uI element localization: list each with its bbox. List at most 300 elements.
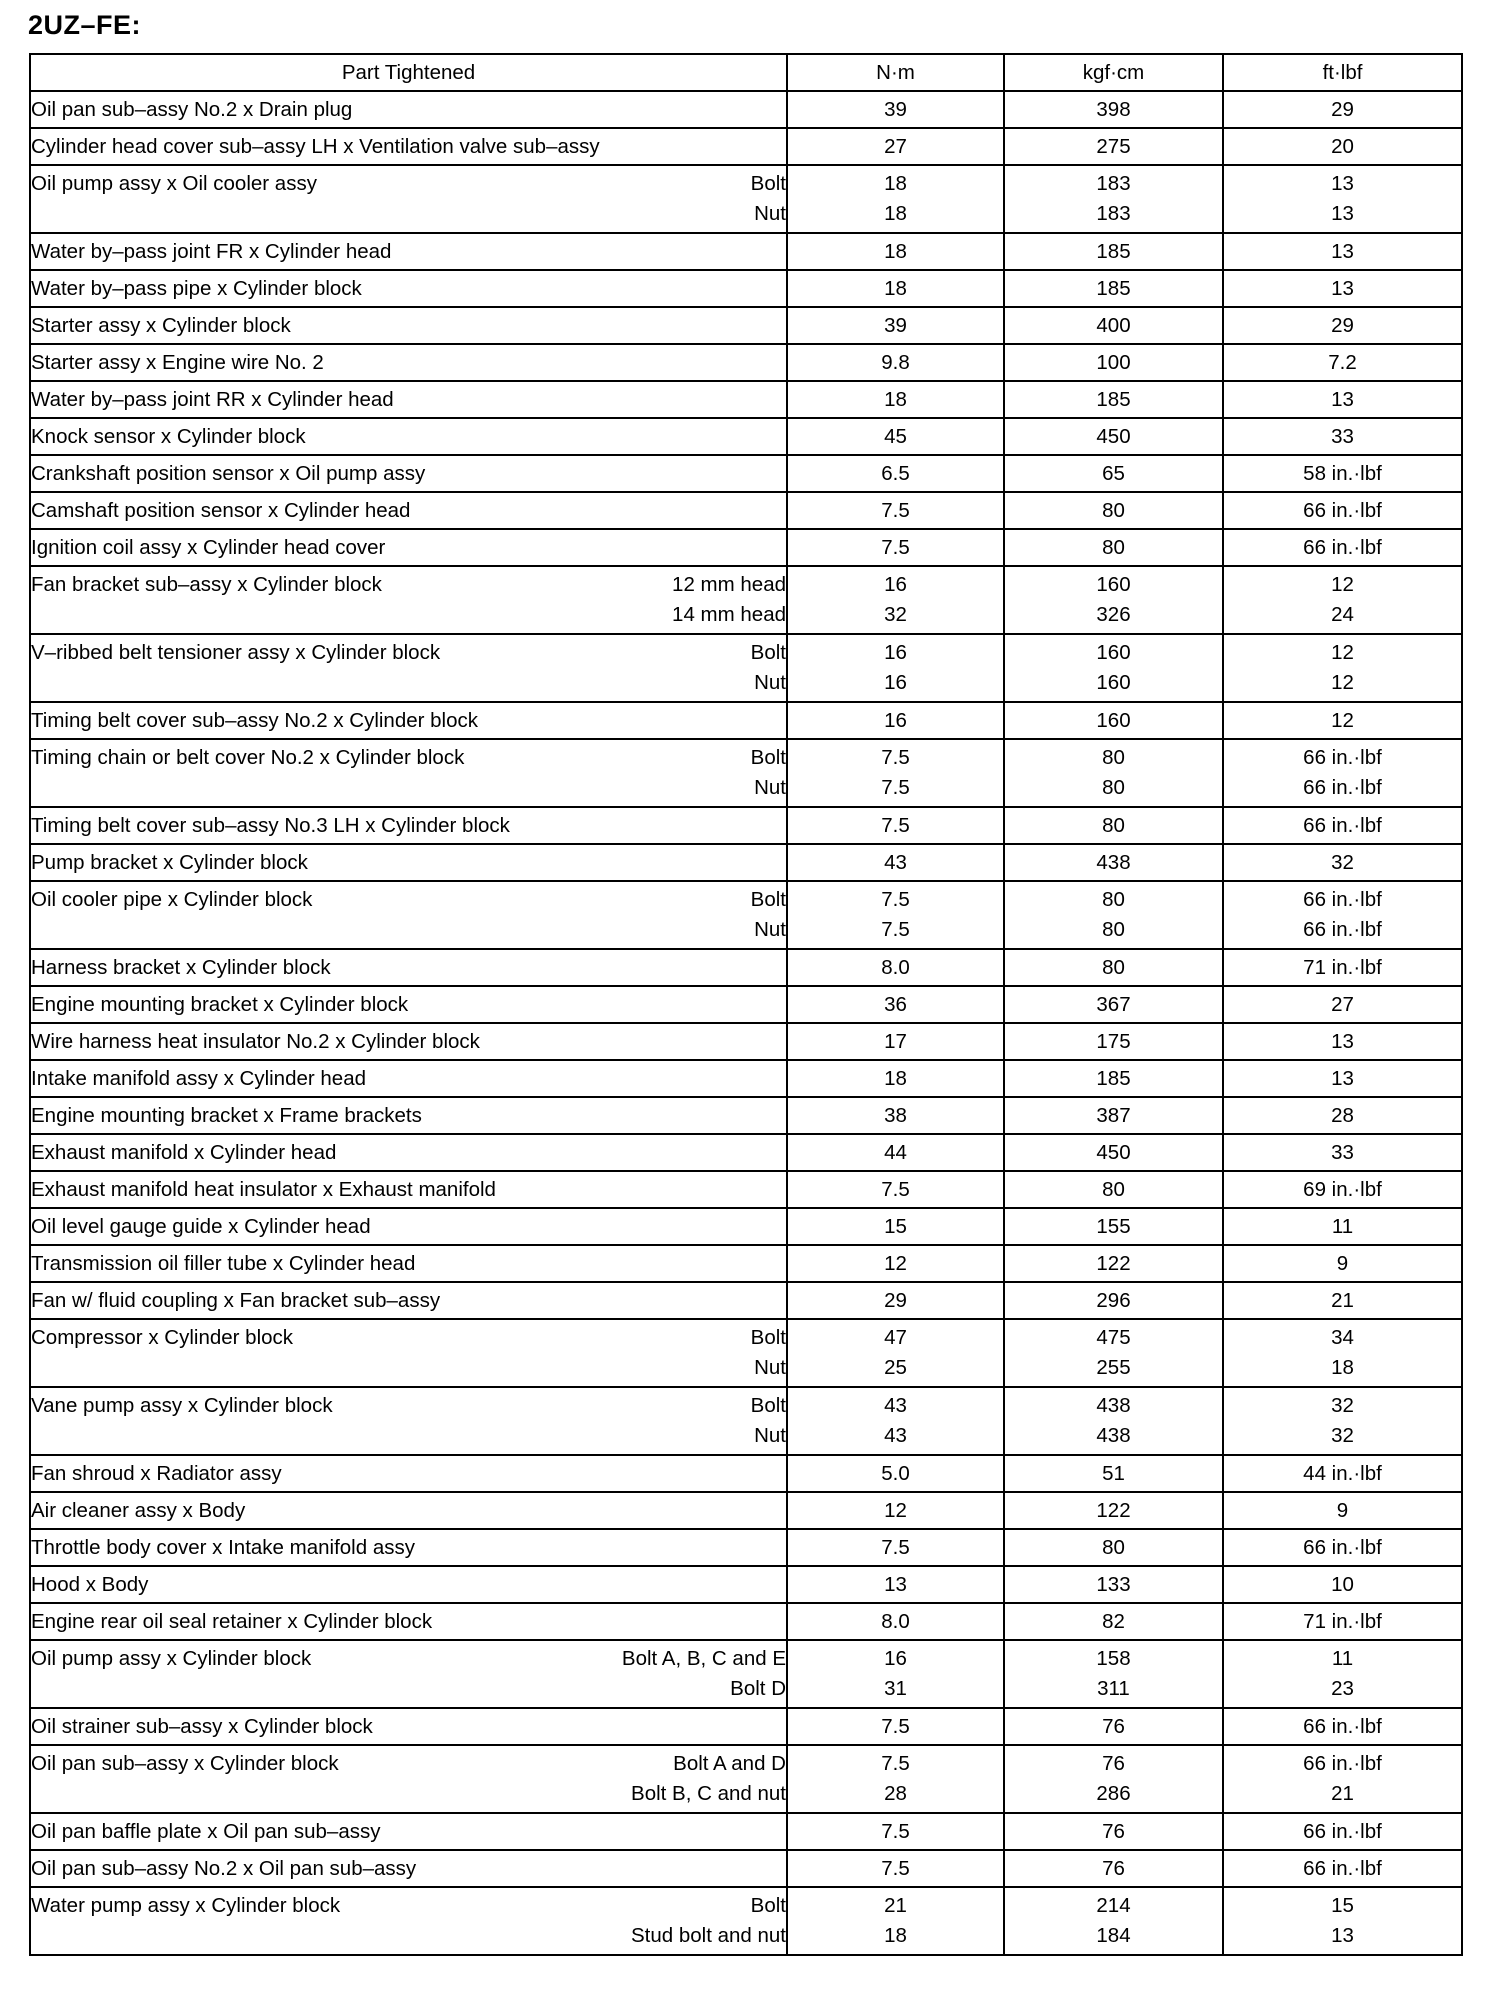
part-name: Oil pump assy x Oil cooler assy	[31, 172, 317, 195]
part-name: Engine rear oil seal retainer x Cylinder block	[31, 1609, 433, 1633]
kgfcm-cell	[1004, 1387, 1223, 1455]
part-name: Vane pump assy x Cylinder block	[31, 1394, 333, 1417]
fastener-label: 14 mm head	[672, 603, 786, 626]
part-name: Transmission oil filler tube x Cylinder head	[31, 1251, 416, 1275]
ftlbf-cell: 44 in.·lbf	[1223, 1455, 1462, 1492]
ftlbf-cell	[1223, 1640, 1462, 1708]
table-row	[30, 807, 1462, 844]
ftlbf-cell	[1223, 881, 1462, 949]
nm-cell	[787, 881, 1004, 949]
fastener-label: Bolt	[750, 1394, 786, 1417]
nm-cell: 39	[787, 307, 1004, 344]
kgfcm-value: 326	[1096, 603, 1131, 626]
part-cell	[30, 418, 787, 455]
kgfcm-cell: 82	[1004, 1603, 1223, 1640]
part-cell	[30, 634, 787, 702]
kgfcm-value: 255	[1096, 1356, 1131, 1379]
nm-value: 43	[884, 1394, 907, 1417]
kgfcm-value: 80	[1102, 746, 1125, 769]
kgfcm-cell: 80	[1004, 1529, 1223, 1566]
table-row	[30, 634, 1462, 702]
part-name: Pump bracket x Cylinder block	[31, 850, 308, 874]
part-cell	[30, 702, 787, 739]
fastener-label: Nut	[754, 776, 786, 799]
part-cell	[30, 986, 787, 1023]
part-name: Water pump assy x Cylinder block	[31, 1894, 341, 1917]
table-row	[30, 702, 1462, 739]
kgfcm-cell	[1004, 881, 1223, 949]
part-name: Intake manifold assy x Cylinder head	[31, 1066, 367, 1090]
ftlbf-cell: 21	[1223, 1282, 1462, 1319]
ftlbf-cell: 58 in.·lbf	[1223, 455, 1462, 492]
nm-value: 7.5	[881, 888, 910, 911]
ftlbf-cell	[1223, 739, 1462, 807]
nm-value: 16	[884, 641, 907, 664]
part-name: Water by–pass joint FR x Cylinder head	[31, 239, 392, 263]
fastener-label: 12 mm head	[672, 573, 786, 596]
kgfcm-cell: 438	[1004, 844, 1223, 881]
ftlbf-cell: 10	[1223, 1566, 1462, 1603]
kgfcm-cell: 367	[1004, 986, 1223, 1023]
nm-cell: 5.0	[787, 1455, 1004, 1492]
part-name: Compressor x Cylinder block	[31, 1326, 294, 1349]
nm-cell: 29	[787, 1282, 1004, 1319]
nm-value: 32	[884, 603, 907, 626]
fastener-label: Bolt	[750, 1894, 786, 1917]
kgfcm-value: 160	[1096, 573, 1131, 596]
fastener-label: Bolt A, B, C and E	[621, 1647, 786, 1670]
ftlbf-cell: 29	[1223, 307, 1462, 344]
ftlbf-cell	[1223, 165, 1462, 233]
part-name: Oil pan sub–assy No.2 x Oil pan sub–assy	[31, 1856, 417, 1880]
ftlbf-cell	[1223, 566, 1462, 634]
table-row	[30, 566, 1462, 634]
part-cell	[30, 1745, 787, 1813]
kgfcm-cell	[1004, 1640, 1223, 1708]
part-cell	[30, 1603, 787, 1640]
part-cell	[30, 807, 787, 844]
nm-cell: 38	[787, 1097, 1004, 1134]
part-name: V–ribbed belt tensioner assy x Cylinder block	[31, 641, 441, 664]
ftlbf-cell: 66 in.·lbf	[1223, 1850, 1462, 1887]
part-name: Oil pan sub–assy x Cylinder block	[31, 1752, 339, 1775]
ftlbf-cell: 66 in.·lbf	[1223, 1529, 1462, 1566]
fastener-labels	[751, 169, 786, 229]
ftlbf-cell: 11	[1223, 1208, 1462, 1245]
part-name: Oil level gauge guide x Cylinder head	[31, 1214, 371, 1238]
part-cell	[30, 529, 787, 566]
kgfcm-value: 286	[1096, 1782, 1131, 1805]
part-cell	[30, 1319, 787, 1387]
part-name: Oil strainer sub–assy x Cylinder block	[31, 1714, 373, 1738]
fastener-label: Stud bolt and nut	[630, 1924, 786, 1947]
part-cell	[30, 270, 787, 307]
part-cell	[30, 1529, 787, 1566]
nm-cell: 7.5	[787, 807, 1004, 844]
part-cell	[30, 1282, 787, 1319]
nm-value: 7.5	[881, 776, 910, 799]
ftlbf-value: 24	[1331, 603, 1354, 626]
part-cell	[30, 1640, 787, 1708]
fastener-labels	[622, 1644, 786, 1704]
table-row	[30, 1387, 1462, 1455]
part-cell	[30, 1566, 787, 1603]
ftlbf-cell: 66 in.·lbf	[1223, 807, 1462, 844]
fastener-labels	[751, 1323, 786, 1383]
part-name: Fan w/ fluid coupling x Fan bracket sub–assy	[31, 1288, 441, 1312]
part-name: Oil pan baffle plate x Oil pan sub–assy	[31, 1819, 381, 1843]
kgfcm-cell: 185	[1004, 233, 1223, 270]
part-cell	[30, 1708, 787, 1745]
part-name: Exhaust manifold x Cylinder head	[31, 1140, 337, 1164]
part-name: Water by–pass pipe x Cylinder block	[31, 276, 362, 300]
ftlbf-cell: 66 in.·lbf	[1223, 492, 1462, 529]
kgfcm-cell	[1004, 1887, 1223, 1955]
ftlbf-cell: 71 in.·lbf	[1223, 949, 1462, 986]
nm-cell	[787, 1319, 1004, 1387]
table-row	[30, 270, 1462, 307]
kgfcm-cell: 100	[1004, 344, 1223, 381]
part-name: Camshaft position sensor x Cylinder head	[31, 498, 411, 522]
ftlbf-cell: 12	[1223, 702, 1462, 739]
ftlbf-cell: 9	[1223, 1492, 1462, 1529]
part-name: Timing chain or belt cover No.2 x Cylinder block	[31, 746, 465, 769]
kgfcm-cell	[1004, 566, 1223, 634]
ftlbf-value: 32	[1331, 1424, 1354, 1447]
ftlbf-cell: 13	[1223, 1023, 1462, 1060]
nm-cell: 6.5	[787, 455, 1004, 492]
nm-cell: 7.5	[787, 1171, 1004, 1208]
table-row	[30, 881, 1462, 949]
kgfcm-cell: 133	[1004, 1566, 1223, 1603]
header-row	[30, 54, 1462, 91]
part-name: Cylinder head cover sub–assy LH x Ventilation valve sub–assy	[31, 134, 600, 158]
fastener-labels	[751, 1391, 786, 1451]
nm-value: 7.5	[881, 918, 910, 941]
kgfcm-cell: 398	[1004, 91, 1223, 128]
header-kgfcm: kgf·cm	[1004, 54, 1223, 91]
nm-cell	[787, 634, 1004, 702]
ftlbf-value: 13	[1331, 1924, 1354, 1947]
part-name: Throttle body cover x Intake manifold assy	[31, 1535, 415, 1559]
fastener-label: Bolt B, C and nut	[631, 1782, 786, 1805]
kgfcm-cell: 185	[1004, 270, 1223, 307]
nm-cell: 7.5	[787, 529, 1004, 566]
part-cell	[30, 1023, 787, 1060]
kgfcm-cell: 122	[1004, 1245, 1223, 1282]
part-name: Hood x Body	[31, 1572, 149, 1596]
part-name: Exhaust manifold heat insulator x Exhaust manifold	[31, 1177, 496, 1201]
header-ftlbf: ft·lbf	[1223, 54, 1462, 91]
nm-cell: 44	[787, 1134, 1004, 1171]
part-cell	[30, 881, 787, 949]
fastener-labels	[672, 570, 786, 630]
table-row	[30, 1745, 1462, 1813]
ftlbf-value: 66 in.·lbf	[1303, 776, 1382, 799]
header-nm: N·m	[787, 54, 1004, 91]
ftlbf-value: 15	[1331, 1894, 1354, 1917]
part-name: Fan bracket sub–assy x Cylinder block	[31, 573, 382, 596]
part-name: Oil cooler pipe x Cylinder block	[31, 888, 313, 911]
kgfcm-cell	[1004, 165, 1223, 233]
nm-cell: 12	[787, 1492, 1004, 1529]
part-name: Oil pump assy x Cylinder block	[31, 1647, 312, 1670]
part-name: Fan shroud x Radiator assy	[31, 1461, 282, 1485]
nm-value: 31	[884, 1677, 907, 1700]
fastener-labels	[631, 1891, 786, 1951]
kgfcm-value: 311	[1097, 1677, 1130, 1700]
nm-cell: 12	[787, 1245, 1004, 1282]
nm-cell	[787, 1887, 1004, 1955]
nm-cell: 39	[787, 91, 1004, 128]
kgfcm-cell: 76	[1004, 1813, 1223, 1850]
nm-value: 7.5	[881, 1752, 910, 1775]
ftlbf-cell: 20	[1223, 128, 1462, 165]
nm-cell: 7.5	[787, 1850, 1004, 1887]
table-row	[30, 1455, 1462, 1492]
kgfcm-cell: 296	[1004, 1282, 1223, 1319]
table-row	[30, 739, 1462, 807]
ftlbf-value: 66 in.·lbf	[1303, 888, 1382, 911]
fastener-labels	[751, 885, 786, 945]
kgfcm-value: 183	[1096, 172, 1131, 195]
table-row	[30, 1813, 1462, 1850]
kgfcm-cell: 450	[1004, 1134, 1223, 1171]
fastener-label: Bolt A and D	[673, 1752, 786, 1775]
nm-value: 18	[884, 1924, 907, 1947]
part-cell	[30, 128, 787, 165]
kgfcm-cell	[1004, 634, 1223, 702]
kgfcm-value: 80	[1102, 776, 1125, 799]
nm-cell	[787, 1745, 1004, 1813]
ftlbf-value: 66 in.·lbf	[1303, 1752, 1382, 1775]
part-cell	[30, 1208, 787, 1245]
kgfcm-value: 438	[1096, 1424, 1131, 1447]
table-row	[30, 1529, 1462, 1566]
nm-cell: 8.0	[787, 1603, 1004, 1640]
ftlbf-cell	[1223, 1387, 1462, 1455]
part-cell	[30, 165, 787, 233]
part-name: Starter assy x Engine wire No. 2	[31, 350, 324, 374]
kgfcm-cell: 80	[1004, 949, 1223, 986]
ftlbf-cell	[1223, 1887, 1462, 1955]
part-name: Timing belt cover sub–assy No.2 x Cylinder block	[31, 708, 479, 732]
table-row	[30, 1208, 1462, 1245]
part-name: Engine mounting bracket x Cylinder block	[31, 992, 409, 1016]
kgfcm-cell: 155	[1004, 1208, 1223, 1245]
nm-cell: 7.5	[787, 492, 1004, 529]
kgfcm-cell: 175	[1004, 1023, 1223, 1060]
kgfcm-value: 214	[1096, 1894, 1131, 1917]
part-name: Oil pan sub–assy No.2 x Drain plug	[31, 97, 353, 121]
ftlbf-cell: 13	[1223, 381, 1462, 418]
table-row	[30, 1319, 1462, 1387]
ftlbf-cell: 66 in.·lbf	[1223, 529, 1462, 566]
fastener-label: Bolt	[750, 641, 786, 664]
table-row	[30, 1887, 1462, 1955]
nm-cell: 9.8	[787, 344, 1004, 381]
kgfcm-value: 158	[1096, 1647, 1131, 1670]
table-row	[30, 418, 1462, 455]
part-cell	[30, 1887, 787, 1955]
part-cell	[30, 1097, 787, 1134]
kgfcm-value: 183	[1096, 202, 1131, 225]
table-row	[30, 233, 1462, 270]
kgfcm-cell: 80	[1004, 1171, 1223, 1208]
fastener-label: Bolt	[750, 1326, 786, 1349]
table-row	[30, 307, 1462, 344]
part-cell	[30, 381, 787, 418]
table-row	[30, 128, 1462, 165]
table-row	[30, 1245, 1462, 1282]
nm-cell: 27	[787, 128, 1004, 165]
fastener-labels	[751, 743, 786, 803]
part-cell	[30, 739, 787, 807]
part-cell	[30, 1387, 787, 1455]
nm-value: 18	[884, 172, 907, 195]
nm-value: 21	[884, 1894, 907, 1917]
nm-cell	[787, 739, 1004, 807]
kgfcm-value: 160	[1096, 641, 1131, 664]
nm-cell	[787, 1387, 1004, 1455]
ftlbf-cell: 71 in.·lbf	[1223, 1603, 1462, 1640]
table-row	[30, 1134, 1462, 1171]
torque-table	[29, 53, 1463, 1956]
kgfcm-cell: 65	[1004, 455, 1223, 492]
kgfcm-cell: 122	[1004, 1492, 1223, 1529]
nm-value: 16	[884, 671, 907, 694]
ftlbf-value: 11	[1331, 1647, 1354, 1670]
kgfcm-cell: 185	[1004, 381, 1223, 418]
ftlbf-value: 12	[1331, 573, 1354, 596]
ftlbf-value: 32	[1331, 1394, 1354, 1417]
nm-cell	[787, 566, 1004, 634]
nm-cell: 7.5	[787, 1529, 1004, 1566]
nm-cell: 18	[787, 233, 1004, 270]
ftlbf-cell: 9	[1223, 1245, 1462, 1282]
kgfcm-cell: 80	[1004, 492, 1223, 529]
ftlbf-value: 13	[1331, 202, 1354, 225]
part-cell	[30, 91, 787, 128]
ftlbf-cell	[1223, 1745, 1462, 1813]
ftlbf-cell: 28	[1223, 1097, 1462, 1134]
ftlbf-value: 21	[1331, 1782, 1354, 1805]
table-row	[30, 1640, 1462, 1708]
part-cell	[30, 1492, 787, 1529]
page-title: 2UZ–FE:	[28, 10, 142, 40]
nm-cell: 7.5	[787, 1813, 1004, 1850]
part-cell	[30, 455, 787, 492]
table-row	[30, 1850, 1462, 1887]
nm-cell: 17	[787, 1023, 1004, 1060]
fastener-label: Nut	[754, 671, 786, 694]
table-row	[30, 1708, 1462, 1745]
nm-cell	[787, 165, 1004, 233]
part-cell	[30, 949, 787, 986]
part-cell	[30, 344, 787, 381]
fastener-label: Bolt D	[730, 1677, 786, 1700]
kgfcm-value: 475	[1096, 1326, 1131, 1349]
ftlbf-cell: 29	[1223, 91, 1462, 128]
part-name: Water by–pass joint RR x Cylinder head	[31, 387, 394, 411]
nm-value: 43	[884, 1424, 907, 1447]
ftlbf-value: 23	[1331, 1677, 1354, 1700]
ftlbf-cell: 33	[1223, 1134, 1462, 1171]
part-cell	[30, 1060, 787, 1097]
kgfcm-value: 438	[1096, 1394, 1131, 1417]
table-row	[30, 1603, 1462, 1640]
nm-value: 16	[884, 573, 907, 596]
kgfcm-cell: 387	[1004, 1097, 1223, 1134]
part-name: Air cleaner assy x Body	[31, 1498, 246, 1522]
nm-value: 47	[884, 1326, 907, 1349]
nm-cell: 18	[787, 1060, 1004, 1097]
table-row	[30, 949, 1462, 986]
table-row	[30, 1023, 1462, 1060]
table-row	[30, 1097, 1462, 1134]
kgfcm-cell: 51	[1004, 1455, 1223, 1492]
kgfcm-cell	[1004, 1745, 1223, 1813]
kgfcm-value: 80	[1102, 918, 1125, 941]
table-row	[30, 1566, 1462, 1603]
kgfcm-value: 76	[1102, 1752, 1125, 1775]
table-row	[30, 455, 1462, 492]
header-part: Part Tightened	[30, 54, 787, 91]
table-row	[30, 91, 1462, 128]
nm-cell: 13	[787, 1566, 1004, 1603]
ftlbf-value: 18	[1331, 1356, 1354, 1379]
kgfcm-value: 80	[1102, 888, 1125, 911]
kgfcm-cell: 450	[1004, 418, 1223, 455]
kgfcm-value: 160	[1096, 671, 1131, 694]
kgfcm-cell: 160	[1004, 702, 1223, 739]
part-name: Timing belt cover sub–assy No.3 LH x Cylinder block	[31, 813, 510, 837]
ftlbf-cell: 7.2	[1223, 344, 1462, 381]
fastener-label: Bolt	[750, 172, 786, 195]
table-row	[30, 1492, 1462, 1529]
part-name: Wire harness heat insulator No.2 x Cylinder block	[31, 1029, 480, 1053]
part-cell	[30, 1813, 787, 1850]
nm-cell: 36	[787, 986, 1004, 1023]
ftlbf-value: 12	[1331, 671, 1354, 694]
kgfcm-cell: 80	[1004, 807, 1223, 844]
kgfcm-cell	[1004, 1319, 1223, 1387]
part-name: Knock sensor x Cylinder block	[31, 424, 306, 448]
nm-cell: 18	[787, 381, 1004, 418]
nm-value: 28	[884, 1782, 907, 1805]
kgfcm-cell: 275	[1004, 128, 1223, 165]
kgfcm-cell	[1004, 739, 1223, 807]
ftlbf-cell	[1223, 634, 1462, 702]
table-row	[30, 1282, 1462, 1319]
ftlbf-value: 12	[1331, 641, 1354, 664]
part-name: Harness bracket x Cylinder block	[31, 955, 331, 979]
kgfcm-cell: 76	[1004, 1708, 1223, 1745]
part-cell	[30, 1850, 787, 1887]
ftlbf-value: 34	[1331, 1326, 1354, 1349]
part-name: Crankshaft position sensor x Oil pump assy	[31, 461, 426, 485]
nm-cell: 15	[787, 1208, 1004, 1245]
fastener-labels	[751, 638, 786, 698]
table-row	[30, 1171, 1462, 1208]
table-row	[30, 381, 1462, 418]
kgfcm-cell: 400	[1004, 307, 1223, 344]
table-body	[30, 91, 1462, 1955]
ftlbf-cell: 13	[1223, 1060, 1462, 1097]
fastener-label: Bolt	[750, 888, 786, 911]
part-cell	[30, 1171, 787, 1208]
part-cell	[30, 233, 787, 270]
